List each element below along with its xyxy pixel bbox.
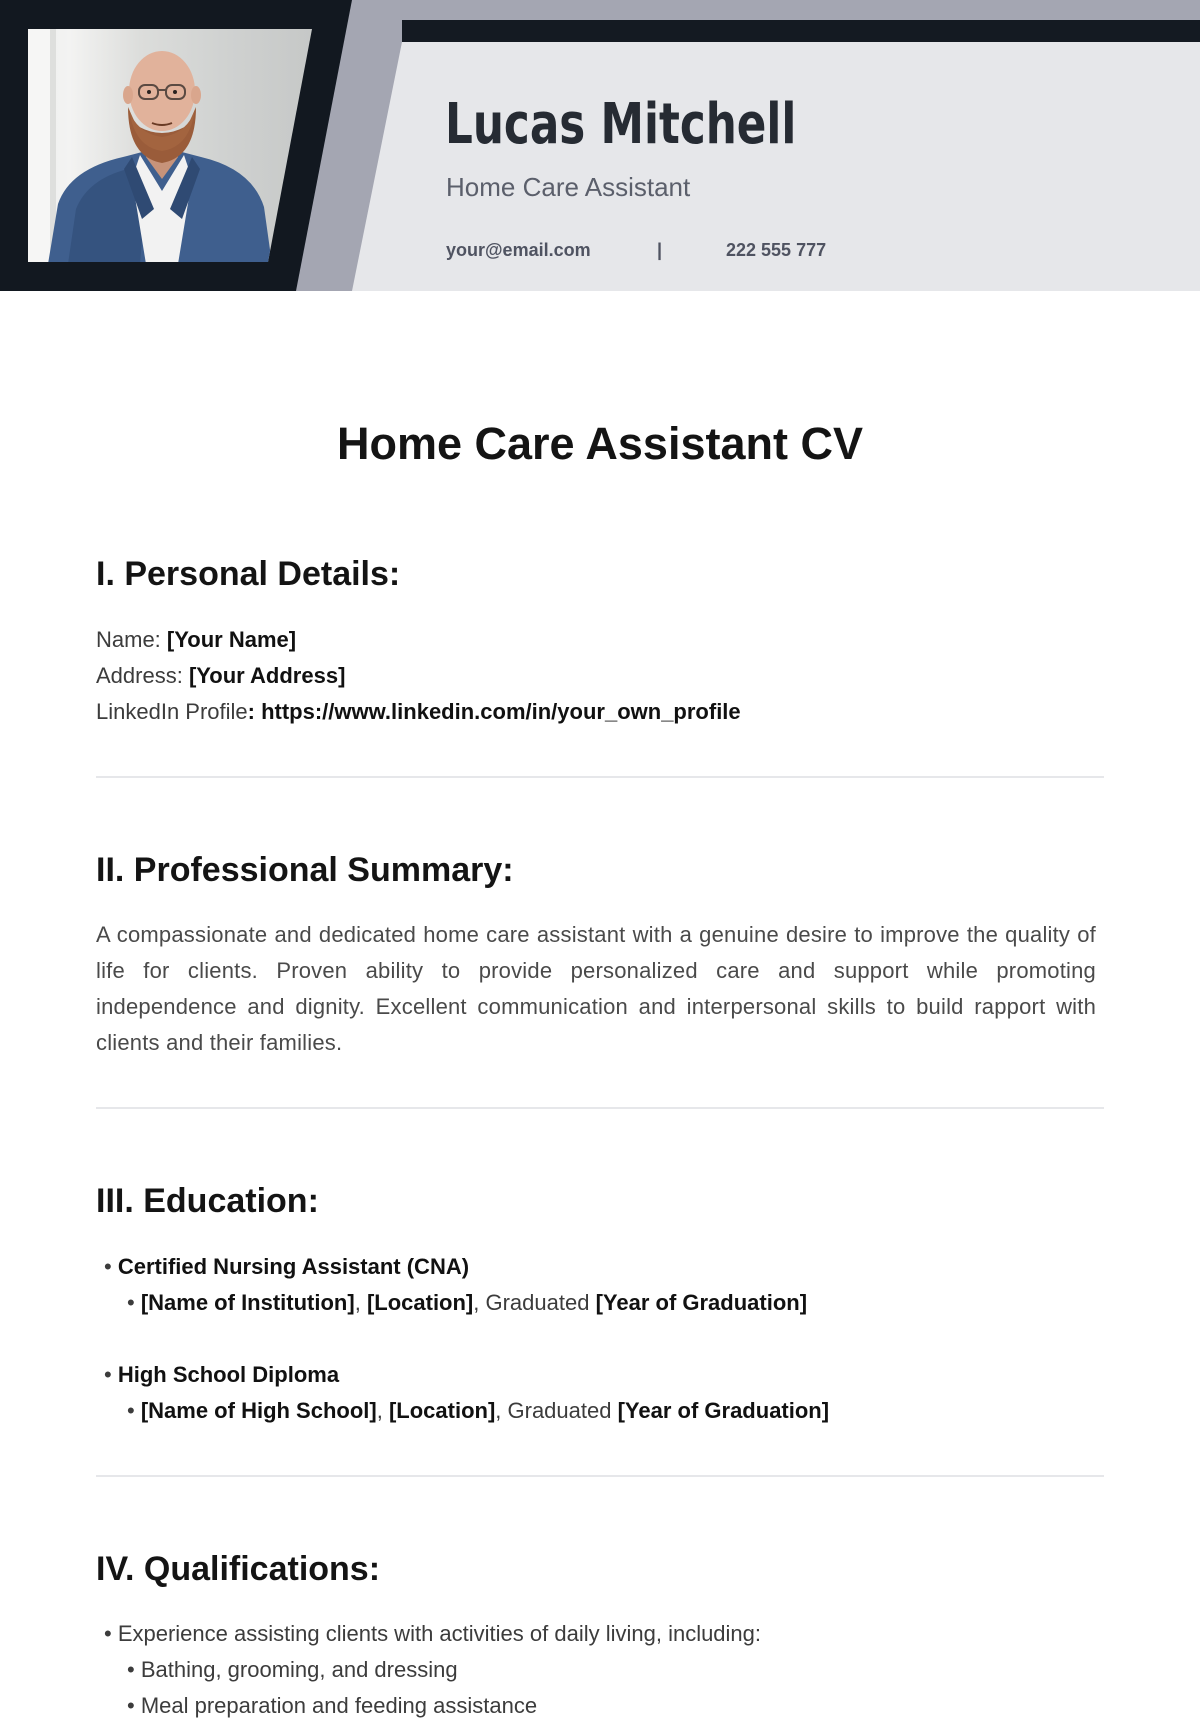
- education-year: [Year of Graduation]: [595, 1290, 808, 1315]
- section-divider: [96, 1107, 1104, 1109]
- personal-name-label: Name:: [96, 627, 167, 652]
- personal-address-line: [96, 663, 345, 689]
- bullet-marker: •: [127, 1290, 135, 1315]
- bullet-marker: •: [104, 1621, 112, 1646]
- contact-separator: |: [657, 240, 663, 260]
- qualification-subitem: [127, 1693, 537, 1719]
- education-graduated-label: , Graduated: [495, 1398, 618, 1423]
- education-institution: [Name of Institution]: [140, 1290, 355, 1315]
- education-comma: ,: [354, 1290, 367, 1315]
- personal-linkedin-label: LinkedIn Profile: [96, 699, 248, 724]
- education-detail: [127, 1398, 829, 1424]
- education-detail: [127, 1290, 807, 1316]
- candidate-name: Lucas Mitchell: [445, 92, 797, 157]
- candidate-role: Home Care Assistant: [446, 172, 691, 202]
- education-institution: [Name of High School]: [140, 1398, 377, 1423]
- personal-linkedin-value[interactable]: : https://www.linkedin.com/in/your_own_profile: [247, 699, 741, 724]
- education-graduated-label: , Graduated: [473, 1290, 596, 1315]
- cv-header: [0, 0, 1200, 291]
- personal-address-value: [Your Address]: [188, 663, 346, 688]
- section-heading-professional-summary: II. Professional Summary:: [96, 851, 514, 889]
- document-title: Home Care Assistant CV: [336, 418, 863, 469]
- qualification-subitem: [127, 1657, 458, 1683]
- bullet-marker: •: [127, 1657, 135, 1682]
- section-heading-qualifications: IV. Qualifications:: [96, 1550, 381, 1588]
- qualification-text: Meal preparation and feeding assistance: [140, 1693, 538, 1718]
- personal-linkedin-line: [96, 699, 741, 725]
- bullet-marker: •: [127, 1693, 135, 1718]
- education-comma: ,: [376, 1398, 389, 1423]
- education-location: [Location]: [388, 1398, 496, 1423]
- bullet-marker: •: [104, 1254, 112, 1279]
- qualification-item: [104, 1621, 761, 1647]
- education-location: [Location]: [366, 1290, 474, 1315]
- education-year: [Year of Graduation]: [617, 1398, 830, 1423]
- section-divider: [96, 1475, 1104, 1477]
- qualification-text: Experience assisting clients with activities of daily living, including:: [117, 1621, 762, 1646]
- section-heading-education: III. Education:: [96, 1182, 319, 1220]
- section-heading-personal-details: I. Personal Details:: [96, 555, 401, 593]
- section-divider: [96, 776, 1104, 778]
- education-item: [104, 1254, 469, 1280]
- bullet-marker: •: [127, 1398, 135, 1423]
- education-item: [104, 1362, 339, 1388]
- personal-address-label: Address:: [96, 663, 189, 688]
- personal-name-value: [Your Name]: [166, 627, 297, 652]
- contact-phone[interactable]: 222 555 777: [726, 240, 827, 260]
- education-degree: High School Diploma: [117, 1362, 340, 1387]
- professional-summary-text: A compassionate and dedicated home care assistant with a genuine desire to improve the quality of life for clients. Proven ability to provide personalized care and support while promoting independence and dignity. Excellent communication and interpersonal skills to build rapport with clients and their families.: [96, 922, 1096, 1055]
- education-degree: Certified Nursing Assistant (CNA): [117, 1254, 470, 1279]
- bullet-marker: •: [104, 1362, 112, 1387]
- qualification-text: Bathing, grooming, and dressing: [140, 1657, 458, 1682]
- contact-email[interactable]: your@email.com: [446, 240, 591, 260]
- personal-name-line: [96, 627, 296, 653]
